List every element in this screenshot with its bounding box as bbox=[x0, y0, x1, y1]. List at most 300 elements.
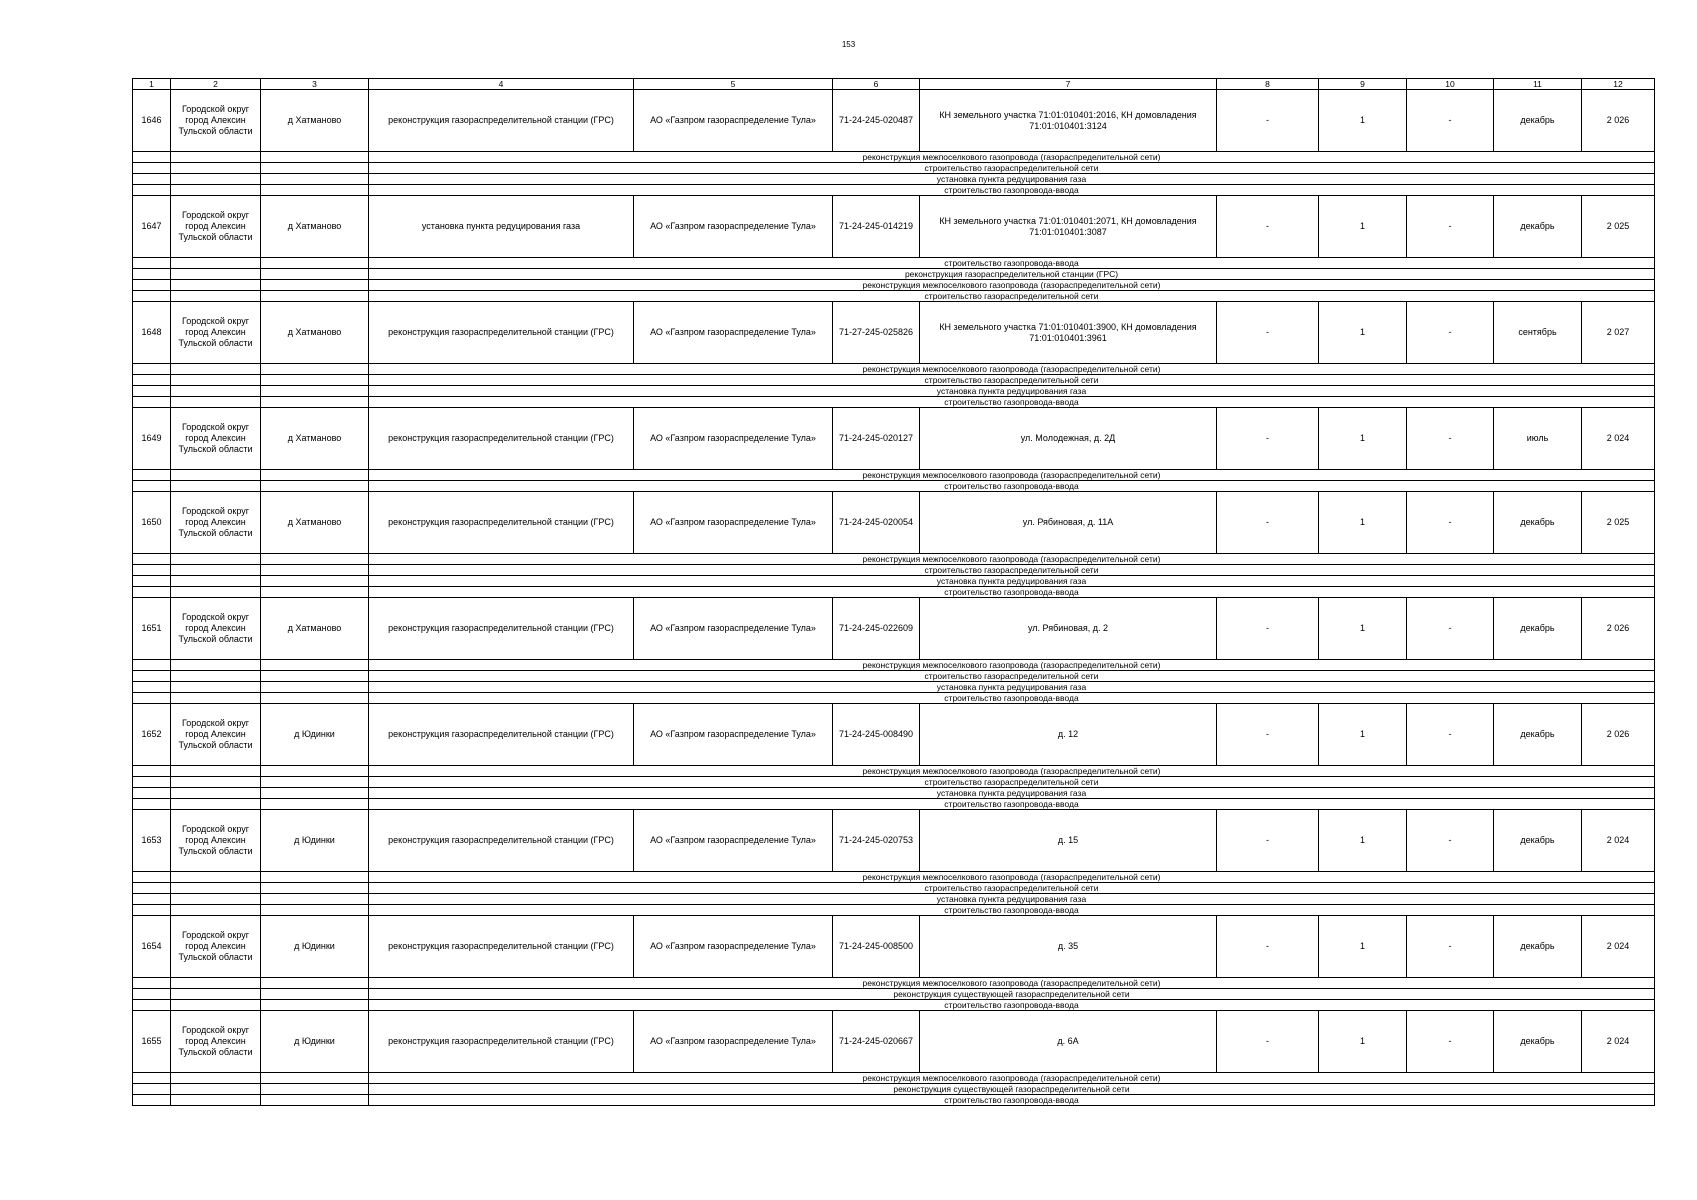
empty-cell bbox=[171, 1095, 261, 1106]
record-number-cell: 1651 bbox=[133, 598, 171, 660]
year-cell: 2 026 bbox=[1582, 704, 1655, 766]
empty-cell bbox=[171, 671, 261, 682]
empty-cell bbox=[261, 291, 369, 302]
empty-cell bbox=[261, 788, 369, 799]
empty-cell bbox=[133, 470, 171, 481]
record-row bbox=[133, 810, 1655, 872]
column-8-cell: - bbox=[1217, 408, 1319, 470]
column-9-cell: 1 bbox=[1319, 302, 1407, 364]
additional-work-row bbox=[133, 788, 1655, 799]
additional-work-row bbox=[133, 693, 1655, 704]
column-10-cell: - bbox=[1407, 1011, 1494, 1073]
additional-work-cell: реконструкция существующей газораспределительной сети bbox=[369, 1084, 1655, 1095]
column-header: 7 bbox=[920, 79, 1217, 90]
column-8-cell: - bbox=[1217, 704, 1319, 766]
record-number-cell: 1653 bbox=[133, 810, 171, 872]
month-cell: сентябрь bbox=[1494, 302, 1582, 364]
month-cell: июль bbox=[1494, 408, 1582, 470]
empty-cell bbox=[261, 375, 369, 386]
column-9-cell: 1 bbox=[1319, 810, 1407, 872]
empty-cell bbox=[261, 185, 369, 196]
empty-cell bbox=[261, 1095, 369, 1106]
empty-cell bbox=[133, 481, 171, 492]
additional-work-row bbox=[133, 905, 1655, 916]
operator-cell: АО «Газпром газораспределение Тула» bbox=[634, 598, 833, 660]
additional-work-cell: строительство газораспределительной сети bbox=[369, 565, 1655, 576]
additional-work-row bbox=[133, 777, 1655, 788]
empty-cell bbox=[261, 565, 369, 576]
additional-work-cell: реконструкция межпоселкового газопровода (газораспределительной сети) bbox=[369, 766, 1655, 777]
column-10-cell: - bbox=[1407, 704, 1494, 766]
year-cell: 2 024 bbox=[1582, 810, 1655, 872]
column-9-cell: 1 bbox=[1319, 196, 1407, 258]
column-header: 4 bbox=[369, 79, 634, 90]
empty-cell bbox=[261, 872, 369, 883]
column-header: 1 bbox=[133, 79, 171, 90]
district-cell: Городской округ город Алексин Тульской области bbox=[171, 492, 261, 554]
empty-cell bbox=[133, 799, 171, 810]
column-9-cell: 1 bbox=[1319, 598, 1407, 660]
address-cell: КН земельного участка 71:01:010401:2016, КН домовладения 71:01:010401:3124 bbox=[920, 90, 1217, 152]
object-code-cell: 71-24-245-008490 bbox=[833, 704, 920, 766]
empty-cell bbox=[133, 280, 171, 291]
additional-work-cell: установка пункта редуцирования газа bbox=[369, 576, 1655, 587]
empty-cell bbox=[171, 1073, 261, 1084]
column-8-cell: - bbox=[1217, 302, 1319, 364]
empty-cell bbox=[171, 565, 261, 576]
additional-work-row bbox=[133, 269, 1655, 280]
additional-work-cell: установка пункта редуцирования газа bbox=[369, 682, 1655, 693]
empty-cell bbox=[133, 989, 171, 1000]
additional-work-row bbox=[133, 989, 1655, 1000]
operator-cell: АО «Газпром газораспределение Тула» bbox=[634, 704, 833, 766]
month-cell: декабрь bbox=[1494, 492, 1582, 554]
record-row bbox=[133, 408, 1655, 470]
column-10-cell: - bbox=[1407, 408, 1494, 470]
locality-cell: д Хатманово bbox=[261, 408, 369, 470]
additional-work-cell: установка пункта редуцирования газа bbox=[369, 386, 1655, 397]
work-type-cell: реконструкция газораспределительной станции (ГРС) bbox=[369, 408, 634, 470]
additional-work-cell: реконструкция межпоселкового газопровода (газораспределительной сети) bbox=[369, 978, 1655, 989]
empty-cell bbox=[133, 660, 171, 671]
column-8-cell: - bbox=[1217, 916, 1319, 978]
record-number-cell: 1646 bbox=[133, 90, 171, 152]
empty-cell bbox=[171, 799, 261, 810]
operator-cell: АО «Газпром газораспределение Тула» bbox=[634, 916, 833, 978]
empty-cell bbox=[133, 163, 171, 174]
month-cell: декабрь bbox=[1494, 1011, 1582, 1073]
column-9-cell: 1 bbox=[1319, 492, 1407, 554]
empty-cell bbox=[261, 978, 369, 989]
empty-cell bbox=[261, 905, 369, 916]
empty-cell bbox=[171, 660, 261, 671]
additional-work-cell: строительство газораспределительной сети bbox=[369, 777, 1655, 788]
operator-cell: АО «Газпром газораспределение Тула» bbox=[634, 302, 833, 364]
empty-cell bbox=[133, 978, 171, 989]
additional-work-row bbox=[133, 386, 1655, 397]
column-9-cell: 1 bbox=[1319, 704, 1407, 766]
column-header: 11 bbox=[1494, 79, 1582, 90]
year-cell: 2 024 bbox=[1582, 408, 1655, 470]
locality-cell: д Хатманово bbox=[261, 196, 369, 258]
additional-work-row bbox=[133, 576, 1655, 587]
empty-cell bbox=[261, 152, 369, 163]
empty-cell bbox=[171, 470, 261, 481]
column-header: 2 bbox=[171, 79, 261, 90]
work-type-cell: реконструкция газораспределительной станции (ГРС) bbox=[369, 492, 634, 554]
additional-work-cell: реконструкция существующей газораспределительной сети bbox=[369, 989, 1655, 1000]
additional-work-row bbox=[133, 375, 1655, 386]
additional-work-cell: реконструкция межпоселкового газопровода (газораспределительной сети) bbox=[369, 1073, 1655, 1084]
empty-cell bbox=[171, 989, 261, 1000]
object-code-cell: 71-27-245-025826 bbox=[833, 302, 920, 364]
column-header: 10 bbox=[1407, 79, 1494, 90]
column-header: 3 bbox=[261, 79, 369, 90]
empty-cell bbox=[133, 291, 171, 302]
empty-cell bbox=[261, 364, 369, 375]
column-10-cell: - bbox=[1407, 598, 1494, 660]
work-type-cell: реконструкция газораспределительной станции (ГРС) bbox=[369, 704, 634, 766]
additional-work-row bbox=[133, 682, 1655, 693]
empty-cell bbox=[133, 269, 171, 280]
additional-work-row bbox=[133, 872, 1655, 883]
year-cell: 2 027 bbox=[1582, 302, 1655, 364]
empty-cell bbox=[133, 174, 171, 185]
record-number-cell: 1648 bbox=[133, 302, 171, 364]
additional-work-cell: реконструкция межпоселкового газопровода (газораспределительной сети) bbox=[369, 152, 1655, 163]
empty-cell bbox=[171, 554, 261, 565]
empty-cell bbox=[261, 481, 369, 492]
address-cell: д. 15 bbox=[920, 810, 1217, 872]
empty-cell bbox=[261, 660, 369, 671]
empty-cell bbox=[171, 364, 261, 375]
empty-cell bbox=[171, 481, 261, 492]
empty-cell bbox=[171, 152, 261, 163]
additional-work-row bbox=[133, 152, 1655, 163]
empty-cell bbox=[133, 1000, 171, 1011]
year-cell: 2 026 bbox=[1582, 598, 1655, 660]
operator-cell: АО «Газпром газораспределение Тула» bbox=[634, 90, 833, 152]
empty-cell bbox=[171, 883, 261, 894]
address-cell: КН земельного участка 71:01:010401:3900, КН домовладения 71:01:010401:3961 bbox=[920, 302, 1217, 364]
additional-work-cell: строительство газораспределительной сети bbox=[369, 163, 1655, 174]
year-cell: 2 024 bbox=[1582, 1011, 1655, 1073]
operator-cell: АО «Газпром газораспределение Тула» bbox=[634, 1011, 833, 1073]
empty-cell bbox=[261, 693, 369, 704]
record-row bbox=[133, 196, 1655, 258]
empty-cell bbox=[171, 766, 261, 777]
month-cell: декабрь bbox=[1494, 196, 1582, 258]
address-cell: ул. Рябиновая, д. 11А bbox=[920, 492, 1217, 554]
record-row bbox=[133, 1011, 1655, 1073]
column-8-cell: - bbox=[1217, 1011, 1319, 1073]
object-code-cell: 71-24-245-020667 bbox=[833, 1011, 920, 1073]
additional-work-row bbox=[133, 799, 1655, 810]
column-10-cell: - bbox=[1407, 916, 1494, 978]
object-code-cell: 71-24-245-020127 bbox=[833, 408, 920, 470]
empty-cell bbox=[171, 894, 261, 905]
month-cell: декабрь bbox=[1494, 704, 1582, 766]
empty-cell bbox=[133, 576, 171, 587]
empty-cell bbox=[133, 788, 171, 799]
empty-cell bbox=[133, 883, 171, 894]
empty-cell bbox=[133, 375, 171, 386]
empty-cell bbox=[261, 397, 369, 408]
month-cell: декабрь bbox=[1494, 916, 1582, 978]
work-type-cell: реконструкция газораспределительной станции (ГРС) bbox=[369, 916, 634, 978]
additional-work-cell: реконструкция межпоселкового газопровода (газораспределительной сети) bbox=[369, 364, 1655, 375]
column-header: 6 bbox=[833, 79, 920, 90]
additional-work-cell: реконструкция газораспределительной станции (ГРС) bbox=[369, 269, 1655, 280]
column-10-cell: - bbox=[1407, 492, 1494, 554]
empty-cell bbox=[261, 1000, 369, 1011]
column-8-cell: - bbox=[1217, 90, 1319, 152]
address-cell: ул. Рябиновая, д. 2 bbox=[920, 598, 1217, 660]
empty-cell bbox=[171, 280, 261, 291]
empty-cell bbox=[171, 1084, 261, 1095]
additional-work-row bbox=[133, 470, 1655, 481]
empty-cell bbox=[133, 397, 171, 408]
empty-cell bbox=[261, 989, 369, 1000]
additional-work-cell: установка пункта редуцирования газа bbox=[369, 788, 1655, 799]
table-body bbox=[133, 79, 1655, 1106]
additional-work-row bbox=[133, 1000, 1655, 1011]
empty-cell bbox=[261, 576, 369, 587]
address-cell: д. 12 bbox=[920, 704, 1217, 766]
empty-cell bbox=[261, 470, 369, 481]
empty-cell bbox=[171, 269, 261, 280]
page-number: 153 bbox=[841, 40, 856, 49]
district-cell: Городской округ город Алексин Тульской области bbox=[171, 90, 261, 152]
work-type-cell: реконструкция газораспределительной станции (ГРС) bbox=[369, 810, 634, 872]
additional-work-row bbox=[133, 481, 1655, 492]
year-cell: 2 025 bbox=[1582, 196, 1655, 258]
empty-cell bbox=[133, 1084, 171, 1095]
additional-work-row bbox=[133, 280, 1655, 291]
additional-work-cell: реконструкция межпоселкового газопровода (газораспределительной сети) bbox=[369, 872, 1655, 883]
empty-cell bbox=[133, 565, 171, 576]
additional-work-cell: строительство газопровода-ввода bbox=[369, 799, 1655, 810]
empty-cell bbox=[261, 258, 369, 269]
empty-cell bbox=[261, 386, 369, 397]
empty-cell bbox=[171, 258, 261, 269]
empty-cell bbox=[133, 185, 171, 196]
empty-cell bbox=[171, 576, 261, 587]
empty-cell bbox=[133, 693, 171, 704]
work-type-cell: реконструкция газораспределительной станции (ГРС) bbox=[369, 90, 634, 152]
empty-cell bbox=[133, 1073, 171, 1084]
additional-work-cell: реконструкция межпоселкового газопровода (газораспределительной сети) bbox=[369, 470, 1655, 481]
column-10-cell: - bbox=[1407, 90, 1494, 152]
additional-work-row bbox=[133, 766, 1655, 777]
object-code-cell: 71-24-245-020054 bbox=[833, 492, 920, 554]
empty-cell bbox=[133, 682, 171, 693]
additional-work-cell: установка пункта редуцирования газа bbox=[369, 174, 1655, 185]
locality-cell: д Хатманово bbox=[261, 302, 369, 364]
empty-cell bbox=[133, 872, 171, 883]
empty-cell bbox=[133, 671, 171, 682]
empty-cell bbox=[171, 185, 261, 196]
column-header: 8 bbox=[1217, 79, 1319, 90]
work-type-cell: установка пункта редуцирования газа bbox=[369, 196, 634, 258]
additional-work-cell: строительство газопровода-ввода bbox=[369, 481, 1655, 492]
record-number-cell: 1652 bbox=[133, 704, 171, 766]
gasification-register-table bbox=[132, 78, 1655, 1106]
empty-cell bbox=[261, 682, 369, 693]
empty-cell bbox=[133, 152, 171, 163]
district-cell: Городской округ город Алексин Тульской области bbox=[171, 598, 261, 660]
column-number-row bbox=[133, 79, 1655, 90]
empty-cell bbox=[261, 280, 369, 291]
year-cell: 2 025 bbox=[1582, 492, 1655, 554]
empty-cell bbox=[261, 554, 369, 565]
month-cell: декабрь bbox=[1494, 90, 1582, 152]
empty-cell bbox=[133, 905, 171, 916]
empty-cell bbox=[171, 682, 261, 693]
locality-cell: д Хатманово bbox=[261, 90, 369, 152]
empty-cell bbox=[171, 693, 261, 704]
record-number-cell: 1654 bbox=[133, 916, 171, 978]
additional-work-cell: строительство газораспределительной сети bbox=[369, 883, 1655, 894]
additional-work-row bbox=[133, 660, 1655, 671]
work-type-cell: реконструкция газораспределительной станции (ГРС) bbox=[369, 1011, 634, 1073]
additional-work-row bbox=[133, 554, 1655, 565]
additional-work-row bbox=[133, 185, 1655, 196]
column-header: 5 bbox=[634, 79, 833, 90]
empty-cell bbox=[261, 777, 369, 788]
empty-cell bbox=[261, 1073, 369, 1084]
additional-work-cell: строительство газопровода-ввода bbox=[369, 1095, 1655, 1106]
empty-cell bbox=[261, 894, 369, 905]
record-row bbox=[133, 916, 1655, 978]
empty-cell bbox=[261, 587, 369, 598]
empty-cell bbox=[261, 1084, 369, 1095]
record-number-cell: 1655 bbox=[133, 1011, 171, 1073]
district-cell: Городской округ город Алексин Тульской области bbox=[171, 1011, 261, 1073]
empty-cell bbox=[133, 777, 171, 788]
object-code-cell: 71-24-245-014219 bbox=[833, 196, 920, 258]
additional-work-cell: строительство газопровода-ввода bbox=[369, 397, 1655, 408]
additional-work-cell: строительство газораспределительной сети bbox=[369, 671, 1655, 682]
additional-work-row bbox=[133, 163, 1655, 174]
additional-work-cell: строительство газопровода-ввода bbox=[369, 693, 1655, 704]
additional-work-row bbox=[133, 587, 1655, 598]
additional-work-cell: установка пункта редуцирования газа bbox=[369, 894, 1655, 905]
column-9-cell: 1 bbox=[1319, 90, 1407, 152]
record-row bbox=[133, 492, 1655, 554]
record-row bbox=[133, 598, 1655, 660]
record-number-cell: 1647 bbox=[133, 196, 171, 258]
column-8-cell: - bbox=[1217, 810, 1319, 872]
column-9-cell: 1 bbox=[1319, 408, 1407, 470]
column-10-cell: - bbox=[1407, 302, 1494, 364]
additional-work-row bbox=[133, 671, 1655, 682]
year-cell: 2 024 bbox=[1582, 916, 1655, 978]
additional-work-cell: строительство газопровода-ввода bbox=[369, 258, 1655, 269]
additional-work-row bbox=[133, 258, 1655, 269]
address-cell: КН земельного участка 71:01:010401:2071, КН домовладения 71:01:010401:3087 bbox=[920, 196, 1217, 258]
empty-cell bbox=[261, 799, 369, 810]
object-code-cell: 71-24-245-020487 bbox=[833, 90, 920, 152]
empty-cell bbox=[171, 291, 261, 302]
address-cell: ул. Молодежная, д. 2Д bbox=[920, 408, 1217, 470]
column-8-cell: - bbox=[1217, 492, 1319, 554]
empty-cell bbox=[171, 386, 261, 397]
district-cell: Городской округ город Алексин Тульской области bbox=[171, 704, 261, 766]
operator-cell: АО «Газпром газораспределение Тула» bbox=[634, 408, 833, 470]
empty-cell bbox=[171, 397, 261, 408]
additional-work-cell: реконструкция межпоселкового газопровода (газораспределительной сети) bbox=[369, 280, 1655, 291]
column-10-cell: - bbox=[1407, 810, 1494, 872]
work-type-cell: реконструкция газораспределительной станции (ГРС) bbox=[369, 302, 634, 364]
operator-cell: АО «Газпром газораспределение Тула» bbox=[634, 810, 833, 872]
locality-cell: д Юдинки bbox=[261, 916, 369, 978]
additional-work-cell: строительство газопровода-ввода bbox=[369, 1000, 1655, 1011]
additional-work-cell: строительство газораспределительной сети bbox=[369, 291, 1655, 302]
empty-cell bbox=[261, 883, 369, 894]
empty-cell bbox=[133, 1095, 171, 1106]
empty-cell bbox=[171, 777, 261, 788]
record-row bbox=[133, 704, 1655, 766]
additional-work-row bbox=[133, 291, 1655, 302]
additional-work-row bbox=[133, 883, 1655, 894]
additional-work-row bbox=[133, 894, 1655, 905]
record-number-cell: 1650 bbox=[133, 492, 171, 554]
record-row bbox=[133, 90, 1655, 152]
empty-cell bbox=[261, 671, 369, 682]
empty-cell bbox=[171, 1000, 261, 1011]
empty-cell bbox=[171, 163, 261, 174]
empty-cell bbox=[171, 872, 261, 883]
empty-cell bbox=[133, 766, 171, 777]
empty-cell bbox=[261, 766, 369, 777]
empty-cell bbox=[261, 163, 369, 174]
column-header: 12 bbox=[1582, 79, 1655, 90]
work-type-cell: реконструкция газораспределительной станции (ГРС) bbox=[369, 598, 634, 660]
empty-cell bbox=[171, 375, 261, 386]
operator-cell: АО «Газпром газораспределение Тула» bbox=[634, 492, 833, 554]
operator-cell: АО «Газпром газораспределение Тула» bbox=[634, 196, 833, 258]
object-code-cell: 71-24-245-008500 bbox=[833, 916, 920, 978]
empty-cell bbox=[171, 788, 261, 799]
object-code-cell: 71-24-245-022609 bbox=[833, 598, 920, 660]
column-8-cell: - bbox=[1217, 598, 1319, 660]
locality-cell: д Юдинки bbox=[261, 704, 369, 766]
additional-work-row bbox=[133, 978, 1655, 989]
empty-cell bbox=[133, 386, 171, 397]
record-row bbox=[133, 302, 1655, 364]
additional-work-row bbox=[133, 565, 1655, 576]
empty-cell bbox=[261, 269, 369, 280]
locality-cell: д Хатманово bbox=[261, 598, 369, 660]
locality-cell: д Хатманово bbox=[261, 492, 369, 554]
additional-work-row bbox=[133, 1084, 1655, 1095]
additional-work-cell: строительство газопровода-ввода bbox=[369, 185, 1655, 196]
month-cell: декабрь bbox=[1494, 810, 1582, 872]
column-header: 9 bbox=[1319, 79, 1407, 90]
empty-cell bbox=[133, 587, 171, 598]
additional-work-row bbox=[133, 397, 1655, 408]
address-cell: д. 6А bbox=[920, 1011, 1217, 1073]
column-10-cell: - bbox=[1407, 196, 1494, 258]
empty-cell bbox=[171, 587, 261, 598]
additional-work-cell: реконструкция межпоселкового газопровода (газораспределительной сети) bbox=[369, 660, 1655, 671]
object-code-cell: 71-24-245-020753 bbox=[833, 810, 920, 872]
locality-cell: д Юдинки bbox=[261, 1011, 369, 1073]
additional-work-row bbox=[133, 1095, 1655, 1106]
additional-work-cell: строительство газораспределительной сети bbox=[369, 375, 1655, 386]
empty-cell bbox=[133, 258, 171, 269]
